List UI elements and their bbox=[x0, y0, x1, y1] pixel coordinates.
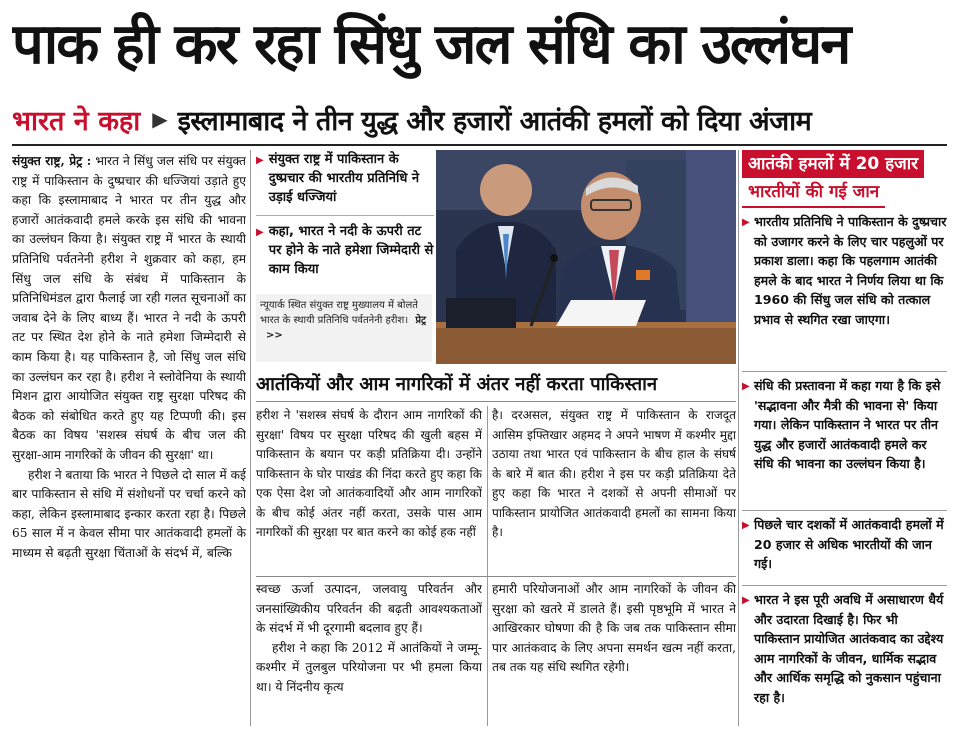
sidebar-title bbox=[742, 150, 947, 206]
section-heading: आतंकियों और आम नागरिकों में अंतर नहीं करता पाकिस्तान bbox=[256, 368, 736, 402]
caption-arrow: >> bbox=[266, 330, 283, 341]
section-column-right bbox=[492, 406, 736, 574]
triangle-bullet-icon: ▶ bbox=[256, 155, 264, 166]
sidebar-item-text: भारत ने इस पूरी अवधि में असाधारण धैर्य और उदारता दिखाई है। फिर भी पाकिस्तान प्रायोजित आतंकवाद का उद्देश्य आम नागरिकों के जीवन, धार्मिक सद्भाव और आर्थिक समृद्धि को नुकसान पहुंचाना रहा है। bbox=[754, 592, 944, 705]
subheadline-lead: भारत ने कहा bbox=[12, 105, 141, 137]
section-divider bbox=[256, 576, 736, 577]
article-paragraph: हमारी परियोजनाओं और आम नागरिकों के जीवन की सुरक्षा को खतरे में डालते हैं। इसी पृष्ठभूमि में भारत ने आखिरकार घोषणा की है कि जब तक पाकिस्तान सीमा पार आतंकवाद के लिए अपना समर्थन खत्म नहीं करता, तब तक यह संधि स्थगित रहेगी। bbox=[492, 582, 736, 675]
dateline: संयुक्त राष्ट्र, प्रेट्र : bbox=[12, 154, 92, 168]
column-divider bbox=[487, 406, 488, 726]
article-column-3a bbox=[256, 580, 482, 724]
highlight-text: संयुक्त राष्ट्र में पाकिस्तान के दुष्प्रचार की भारतीय प्रतिनिधि ने उड़ाई धज्जियां bbox=[268, 152, 420, 205]
sidebar-item bbox=[742, 376, 947, 508]
article-paragraph: स्वच्छ ऊर्जा उत्पादन, जलवायु परिवर्तन और जनसांख्यिकीय परिवर्तन की बढ़ती आवश्यकताओं के संदर्भ में भी दूरगामी बदलाव हुए हैं। bbox=[256, 582, 482, 636]
sidebar-divider bbox=[742, 585, 947, 586]
triangle-right-icon: ▶ bbox=[152, 107, 168, 131]
headline: पाक ही कर रहा सिंधु जल संधि का उल्लंघन bbox=[12, 12, 850, 77]
column-divider bbox=[738, 150, 739, 726]
triangle-bullet-icon: ▶ bbox=[742, 520, 750, 531]
article-column-1 bbox=[12, 152, 246, 724]
sidebar-divider bbox=[742, 510, 947, 511]
subheadline-text: इस्लामाबाद ने तीन युद्ध और हजारों आतंकी हमलों को दिया अंजाम bbox=[177, 105, 812, 137]
caption-text: न्यूयार्क स्थित संयुक्त राष्ट्र मुख्यालय में बोलते भारत के स्थायी प्रतिनिधि पर्वतनेनी हरीश। bbox=[260, 300, 418, 326]
sidebar-item-text: संधि की प्रस्तावना में कहा गया है कि इसे 'सद्भावना और मैत्री की भावना से' किया गया। लेकिन पाकिस्तान ने भारत पर तीन युद्ध और हजारों आतंकवादी हमले कर संधि की भावना का उल्लंघन किया है। bbox=[754, 378, 941, 471]
sidebar-item-text: भारतीय प्रतिनिधि ने पाकिस्तान के दुष्प्रचार को उजागर करने के लिए चार पहलुओं पर प्रकाश डाला। कहा कि पहलगाम आतंकी हमले के बाद भारत ने निर्णय लिया था कि 1960 की सिंधु जल संधि को तत्काल प्रभाव से स्थगित रखा जाएगा। bbox=[754, 214, 947, 327]
article-text: भारत ने सिंधु जल संधि पर संयुक्त राष्ट्र में पाकिस्तान के दुष्प्रचार की धज्जियां उड़ाते हुए कहा कि इस्लामाबाद ने भारत पर तीन युद्ध और हजारों आतंकवादी हमले करके इस संधि की भावना का उल्लंघन किया है। संयुक्त राष्ट्र में भारत के स्थायी प्रतिनिधि पर्वतनेनी हरीश ने शुक्रवार को कहा, हम सिंधु जल संधि के संबंध में पाकिस्तान के प्रतिनिधिमंडल द्वारा फैलाई जा रही गलत सूचनाओं का जवाब देने के लिए बाध्य हैं। भारत ने नदी के ऊपरी तट पर स्थित देश होने के नाते हमेशा जिम्मेदारी से काम किया है। यह पाकिस्तान है, जो सिंधु जल संधि का उल्लंघन कर रहा है। हरीश ने स्लोवेनिया के स्थायी मिशन द्वारा आयोजित संयुक्त राष्ट्र सुरक्षा परिषद की बैठक को संबोधित करते हुए यह टिप्पणी की। इस बैठक का विषय 'सशस्त्र संघर्ष के बीच जल की सुरक्षा-आम नागरिकों के जीवन की सुरक्षा' था। bbox=[12, 154, 246, 462]
sidebar-title-line-2: भारतीयों की गई जान bbox=[742, 178, 885, 208]
triangle-bullet-icon: ▶ bbox=[742, 595, 750, 606]
highlights-box bbox=[256, 150, 434, 290]
article-paragraph: हरीश ने कहा कि 2012 में आतंकियों ने जम्मू-कश्मीर में तुलबुल परियोजना पर भी हमला किया था। ये निंदनीय कृत्य bbox=[256, 640, 482, 694]
highlight-item bbox=[256, 215, 434, 279]
sidebar-item bbox=[742, 590, 947, 726]
highlight-item bbox=[256, 150, 434, 207]
news-photo bbox=[436, 150, 736, 364]
triangle-bullet-icon: ▶ bbox=[742, 381, 750, 392]
triangle-bullet-icon: ▶ bbox=[742, 217, 750, 228]
photo-credit: प्रेट्र bbox=[415, 315, 427, 326]
section-column-left bbox=[256, 406, 482, 574]
column-divider bbox=[250, 150, 251, 726]
article-paragraph: हरीश ने 'सशस्त्र संघर्ष के दौरान आम नागरिकों की सुरक्षा' विषय पर सुरक्षा परिषद की खुली बहस में पाकिस्तान के बयान पर कड़ी प्रतिक्रिया दी। उन्होंने पाकिस्तान के घोर पाखंड की निंदा करते हुए कहा कि एक ऐसा देश जो आतंकवादियों और आम नागरिकों के बीच कोई अंतर नहीं करता, उसके पास आम नागरिकों की सुरक्षा पर बात करने का कोई हक नहीं bbox=[256, 408, 482, 539]
sidebar-item bbox=[742, 515, 947, 583]
triangle-bullet-icon: ▶ bbox=[256, 227, 264, 238]
highlight-text: कहा, भारत ने नदी के ऊपरी तट पर होने के नाते हमेशा जिम्मेदारी से काम किया bbox=[268, 224, 434, 277]
photo-caption bbox=[256, 294, 432, 362]
article-paragraph: है। दरअसल, संयुक्त राष्ट्र में पाकिस्तान के राजदूत आसिम इफ्तिखार अहमद ने अपने भाषण में कश्मीर मुद्दा उठाया तथा भारत एवं पाकिस्तान के बीच हाल के संघर्ष के बारे में बात की। हरीश ने इस पर कड़ी प्रतिक्रिया देते हुए कहा कि भारत ने दशकों से अपनी सीमाओं पर पाकिस्तान प्रायोजित आतंकवादी हमलों का सामना किया है। bbox=[492, 408, 736, 539]
headline-divider bbox=[12, 144, 947, 146]
sidebar-item bbox=[742, 212, 947, 370]
article-paragraph bbox=[12, 152, 246, 466]
subheadline bbox=[12, 96, 947, 142]
article-paragraph: हरीश ने बताया कि भारत ने पिछले दो साल में कई बार पाकिस्तान से संधि में संशोधनों पर चर्चा करने को कहा, लेकिन इस्लामाबाद इन्कार करता रहा है। पिछले 65 साल में न केवल सीमा पार आतंकवादी हमलों के माध्यम से बढ़ती सुरक्षा चिंताओं के संदर्भ में, बल्कि bbox=[12, 467, 246, 560]
article-column-3b bbox=[492, 580, 736, 724]
sidebar-title-line-1: आतंकी हमलों में 20 हजार bbox=[742, 150, 924, 178]
speaker-photo-illustration bbox=[436, 150, 736, 364]
sidebar-item-text: पिछले चार दशकों में आतंकवादी हमलों में 20 हजार से अधिक भारतीयों की जान गई। bbox=[754, 517, 944, 571]
sidebar-divider bbox=[742, 371, 947, 372]
